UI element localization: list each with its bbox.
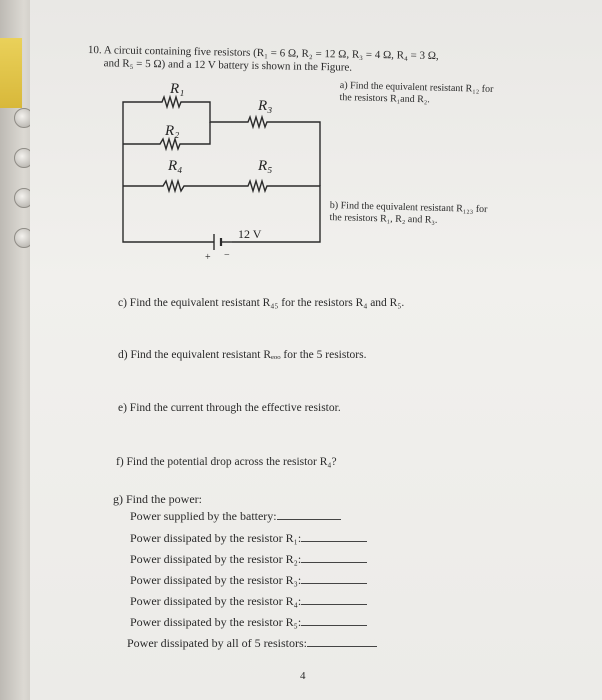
power-row: Power dissipated by the resistor R₃:	[130, 572, 367, 588]
part-b-line-1: b) Find the equivalent resistant R₁₂₃ for	[329, 200, 488, 216]
label-r4: R₄	[168, 158, 183, 174]
page-number: 4	[300, 670, 306, 682]
part-g-title: g) Find the power:	[113, 492, 202, 506]
answer-blank[interactable]	[301, 614, 367, 626]
label-r2: R₂	[165, 123, 180, 139]
battery-plus: +	[205, 252, 211, 263]
part-a-line-1: a) Find the equivalent resistant R₁₂ for	[339, 80, 494, 96]
power-row: Power dissipated by the resistor R₂:	[130, 551, 367, 567]
resistor-r1	[158, 97, 185, 107]
answer-blank[interactable]	[277, 508, 341, 520]
question-line-1: 10. A circuit containing five resistors (R₁ = 6 Ω, R₂ = 12 Ω, R₃ = 4 Ω, R₄ = 3 Ω,	[87, 44, 439, 63]
part-a	[339, 80, 530, 109]
resistor-r4	[160, 181, 192, 191]
answer-blank[interactable]	[301, 530, 367, 542]
resistor-r3	[243, 117, 320, 186]
power-row: Power supplied by the battery:	[130, 508, 341, 524]
battery-label: 12 V	[238, 227, 262, 241]
power-row: Power dissipated by the resistor R₅:	[130, 614, 367, 630]
answer-blank[interactable]	[301, 572, 367, 584]
label-r5: R₅	[258, 158, 273, 174]
answer-blank[interactable]	[301, 551, 367, 563]
battery-minus: −	[224, 250, 230, 261]
part-b-line-2: the resistors R₁, R₂ and R₃.	[329, 211, 438, 226]
wire-r1-node	[185, 102, 243, 122]
question-line-2: and R₅ = 5 Ω) and a 12 V battery is shown in the Figure.	[103, 57, 353, 74]
label-r1: R₁	[170, 81, 185, 97]
part-c: c) Find the equivalent resistant R₄₅ for the resistors R₄ and R₅.	[118, 297, 405, 309]
power-row: Power dissipated by all of 5 resistors:	[127, 635, 377, 651]
power-row: Power dissipated by the resistor R₄:	[130, 593, 367, 609]
power-row: Power dissipated by the resistor R₁:	[130, 530, 367, 546]
resistor-r5	[243, 181, 275, 191]
answer-blank[interactable]	[301, 593, 367, 605]
part-a-line-2: the resistors R₁and R₂.	[339, 91, 430, 106]
part-d: d) Find the equivalent resistant Rₑₒₒ for the 5 resistors.	[118, 349, 367, 361]
answer-blank[interactable]	[307, 635, 377, 647]
part-f: f) Find the potential drop across the resistor R₄?	[116, 456, 337, 468]
label-r3: R₃	[258, 98, 273, 114]
part-e: e) Find the current through the effective resistor.	[118, 402, 341, 414]
